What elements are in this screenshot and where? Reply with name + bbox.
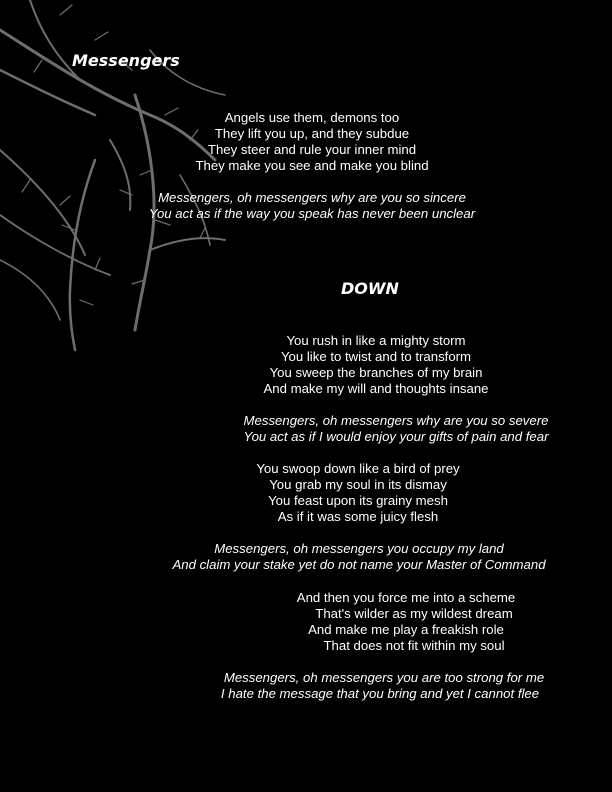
refrain-line: Messengers, oh messengers you occupy my land (214, 541, 504, 556)
verse-line: They lift you up, and they subdue (214, 126, 410, 141)
verse-line: They steer and rule your inner mind (207, 142, 417, 157)
verse-line: You rush in like a mighty storm (286, 333, 466, 348)
verse-line: You grab my soul in its dismay (269, 477, 447, 492)
refrain-line: And claim your stake yet do not name your Master of Command (172, 557, 546, 572)
poem-title-down: DOWN (341, 279, 399, 298)
verse-line: You like to twist and to transform (280, 349, 472, 364)
refrain-line: Messengers, oh messengers why are you so sincere (158, 190, 466, 205)
verse-line: You sweep the branches of my brain (269, 365, 483, 380)
verse-line: They make you see and make you blind (195, 158, 429, 173)
verse-line: And then you force me into a scheme (296, 590, 516, 605)
refrain-line: Messengers, oh messengers you are too strong for me (223, 670, 545, 685)
verse-line: You swoop down like a bird of prey (256, 461, 460, 476)
verse-line: That's wilder as my wildest dream (315, 606, 513, 621)
verse-line: And make my will and thoughts insane (263, 381, 489, 396)
refrain-line: Messengers, oh messengers why are you so severe (243, 413, 549, 428)
refrain-line: You act as if the way you speak has never been unclear (148, 206, 476, 221)
verse-line: You feast upon its grainy mesh (268, 493, 448, 508)
refrain-line: I hate the message that you bring and yet I cannot flee (220, 686, 540, 701)
verse-line: As if it was some juicy flesh (277, 509, 439, 524)
poem-title-messengers: Messengers (72, 51, 180, 70)
verse-line: And make me play a freakish role (308, 622, 504, 637)
verse-line: Angels use them, demons too (224, 110, 400, 125)
verse-line: That does not fit within my soul (323, 638, 505, 653)
refrain-line: You act as if I would enjoy your gifts of pain and fear (243, 429, 549, 444)
